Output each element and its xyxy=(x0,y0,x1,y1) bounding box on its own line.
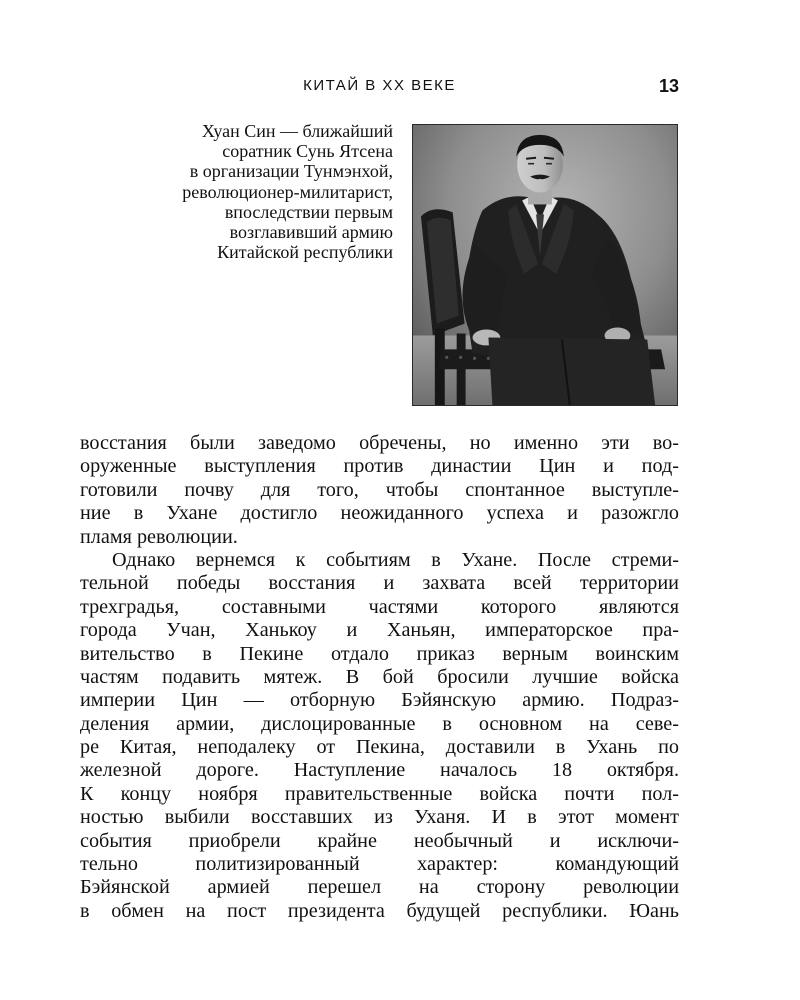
caption-line: соратник Сунь Ятсена xyxy=(222,141,393,162)
photo-caption xyxy=(112,121,393,262)
portrait-photo xyxy=(412,124,678,406)
running-header xyxy=(80,76,679,98)
text-line: империи Цин — отборную Бэйянскую армию. Подраз- xyxy=(80,689,679,712)
text-line: оруженные выступления против династии Цин и под- xyxy=(80,455,679,478)
text-line: вительство в Пекине отдало приказ верным воинским xyxy=(80,642,679,665)
text-line: ние в Ухане достигло неожиданного успеха и разожгло xyxy=(80,502,679,525)
caption-line: возглавивший армию xyxy=(229,222,393,243)
text-line: частям подавить мятеж. В бой бросили лучшие войска xyxy=(80,665,679,688)
text-line: в обмен на пост президента будущей республики. Юань xyxy=(80,899,679,922)
text-line: пламя революции. xyxy=(80,525,238,548)
text-line: ностью выбили восставших из Уханя. И в этот момент xyxy=(80,806,679,829)
text-line: ре Китая, неподалеку от Пекина, доставили в Ухань по xyxy=(80,736,679,759)
text-line: Бэйянской армией перешел на сторону революции xyxy=(80,876,679,899)
text-line: Однако вернемся к событиям в Ухане. После стреми- xyxy=(112,548,679,571)
text-line: тельно политизированный характер: командующий xyxy=(80,853,679,876)
text-line: тельной победы восстания и захвата всей территории xyxy=(80,572,679,595)
portrait-illustration xyxy=(413,125,677,405)
text-line: К концу ноября правительственные войска почти пол- xyxy=(80,782,679,805)
caption-line: революционер-милитарист, xyxy=(182,181,393,202)
caption-line: впоследствии первым xyxy=(224,201,393,222)
caption-line: в организации Тунмэнхой, xyxy=(189,161,393,182)
page-number: 13 xyxy=(658,76,679,96)
caption-line: Хуан Син — ближайший xyxy=(201,121,393,141)
text-line: восстания были заведомо обречены, но именно эти во- xyxy=(80,432,679,454)
text-line: деления армии, дислоцированные в основном на севе- xyxy=(80,712,679,735)
text-line: железной дороге. Наступление началось 18 октября. xyxy=(80,759,679,782)
text-line: города Учан, Ханькоу и Ханьян, императорское пра- xyxy=(80,619,679,642)
text-line: трехградья, составными частями которого являются xyxy=(80,595,679,618)
text-line: события приобрели крайне необычный и исключи- xyxy=(80,829,679,852)
main-text xyxy=(80,432,679,923)
caption-line: Китайской республики xyxy=(217,242,393,263)
running-title: КИТАЙ В ХХ ВЕКЕ xyxy=(303,77,456,94)
text-line: готовили почву для того, чтобы спонтанное выступле- xyxy=(80,478,679,501)
